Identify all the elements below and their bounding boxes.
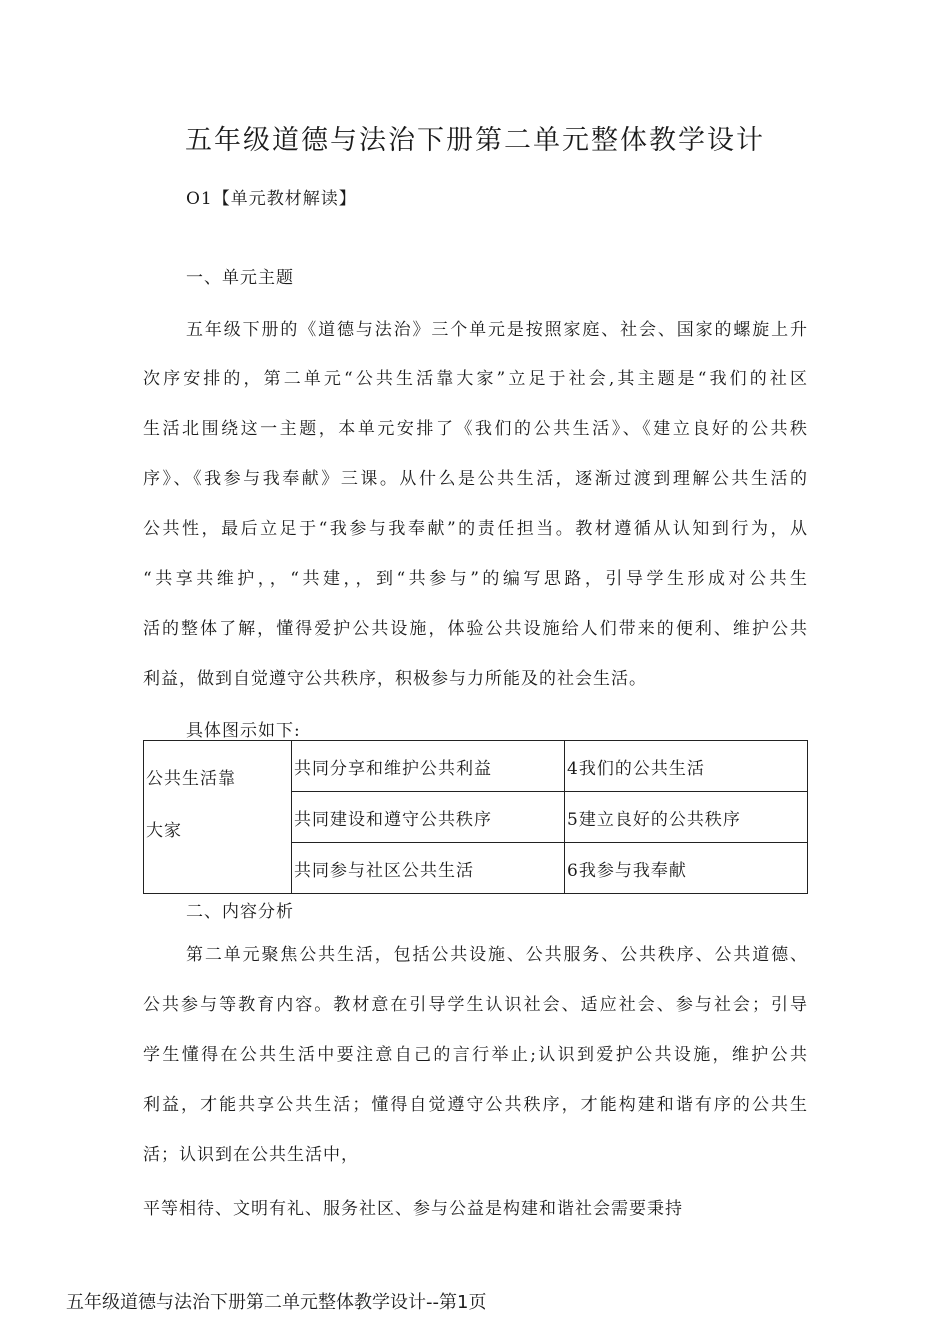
unit-theme-cell [144, 741, 292, 894]
aspect-cell: 共同分享和维护公共利益 [292, 741, 565, 792]
unit-theme-line: 公共生活靠 [146, 769, 236, 789]
lesson-cell: 6我参与我奉献 [565, 843, 808, 894]
table-row [144, 741, 808, 792]
paragraph-line: 五年级下册的《道德与法治》三个单元是按照家庭、社会、国家的螺旋上升 [186, 320, 808, 340]
section-heading-01: O1【单元教材解读】 [186, 189, 357, 209]
paragraph-line: 第二单元聚焦公共生活，包括公共设施、公共服务、公共秩序、公共道德、 [186, 945, 808, 965]
paragraph-line: 次序安排的，第二单元“公共生活靠大家”立足于社会,其主题是“我们的社区 [143, 369, 808, 389]
heading-content-analysis: 二、内容分析 [186, 902, 294, 922]
heading-unit-theme: 一、单元主题 [186, 268, 294, 288]
paragraph-line: 公共参与等教育内容。教材意在引导学生认识社会、适应社会、参与社会；引导 [143, 995, 808, 1015]
table-caption: 具体图示如下: [186, 721, 301, 741]
unit-theme-line: 大家 [146, 821, 182, 841]
paragraph-line: 学生懂得在公共生活中要注意自己的言行举止;认识到爱护公共设施，维护公共 [143, 1045, 808, 1065]
lesson-cell: 4我们的公共生活 [565, 741, 808, 792]
paragraph-line: 生活北围绕这一主题，本单元安排了《我们的公共生活》、《建立良好的公共秩 [143, 419, 808, 439]
paragraph-line: 平等相待、文明有礼、服务社区、参与公益是构建和谐社会需要秉持 [143, 1199, 683, 1219]
paragraph-line: “共享共维护，，“共建，，到“共参与”的编写思路，引导学生形成对公共生 [143, 569, 808, 589]
paragraph-line: 公共性，最后立足于“我参与我奉献”的责任担当。教材遵循从认知到行为，从 [143, 519, 808, 539]
aspect-cell: 共同参与社区公共生活 [292, 843, 565, 894]
aspect-cell: 共同建设和遵守公共秩序 [292, 792, 565, 843]
unit-structure-table [143, 740, 808, 894]
page-footer: 五年级道德与法治下册第二单元整体教学设计--第1页 [66, 1292, 487, 1313]
paragraph-line: 活；认识到在公共生活中， [143, 1145, 359, 1165]
paragraph-line: 序》、《我参与我奉献》三课。从什么是公共生活，逐渐过渡到理解公共生活的 [143, 469, 808, 489]
lesson-cell: 5建立良好的公共秩序 [565, 792, 808, 843]
page-title: 五年级道德与法治下册第二单元整体教学设计 [185, 125, 765, 156]
paragraph-line: 活的整体了解，懂得爱护公共设施，体验公共设施给人们带来的便利、维护公共 [143, 619, 808, 639]
paragraph-line: 利益，做到自觉遵守公共秩序，积极参与力所能及的社会生活。 [143, 669, 647, 689]
paragraph-line: 利益，才能共享公共生活；懂得自觉遵守公共秩序，才能构建和谐有序的公共生 [143, 1095, 808, 1115]
